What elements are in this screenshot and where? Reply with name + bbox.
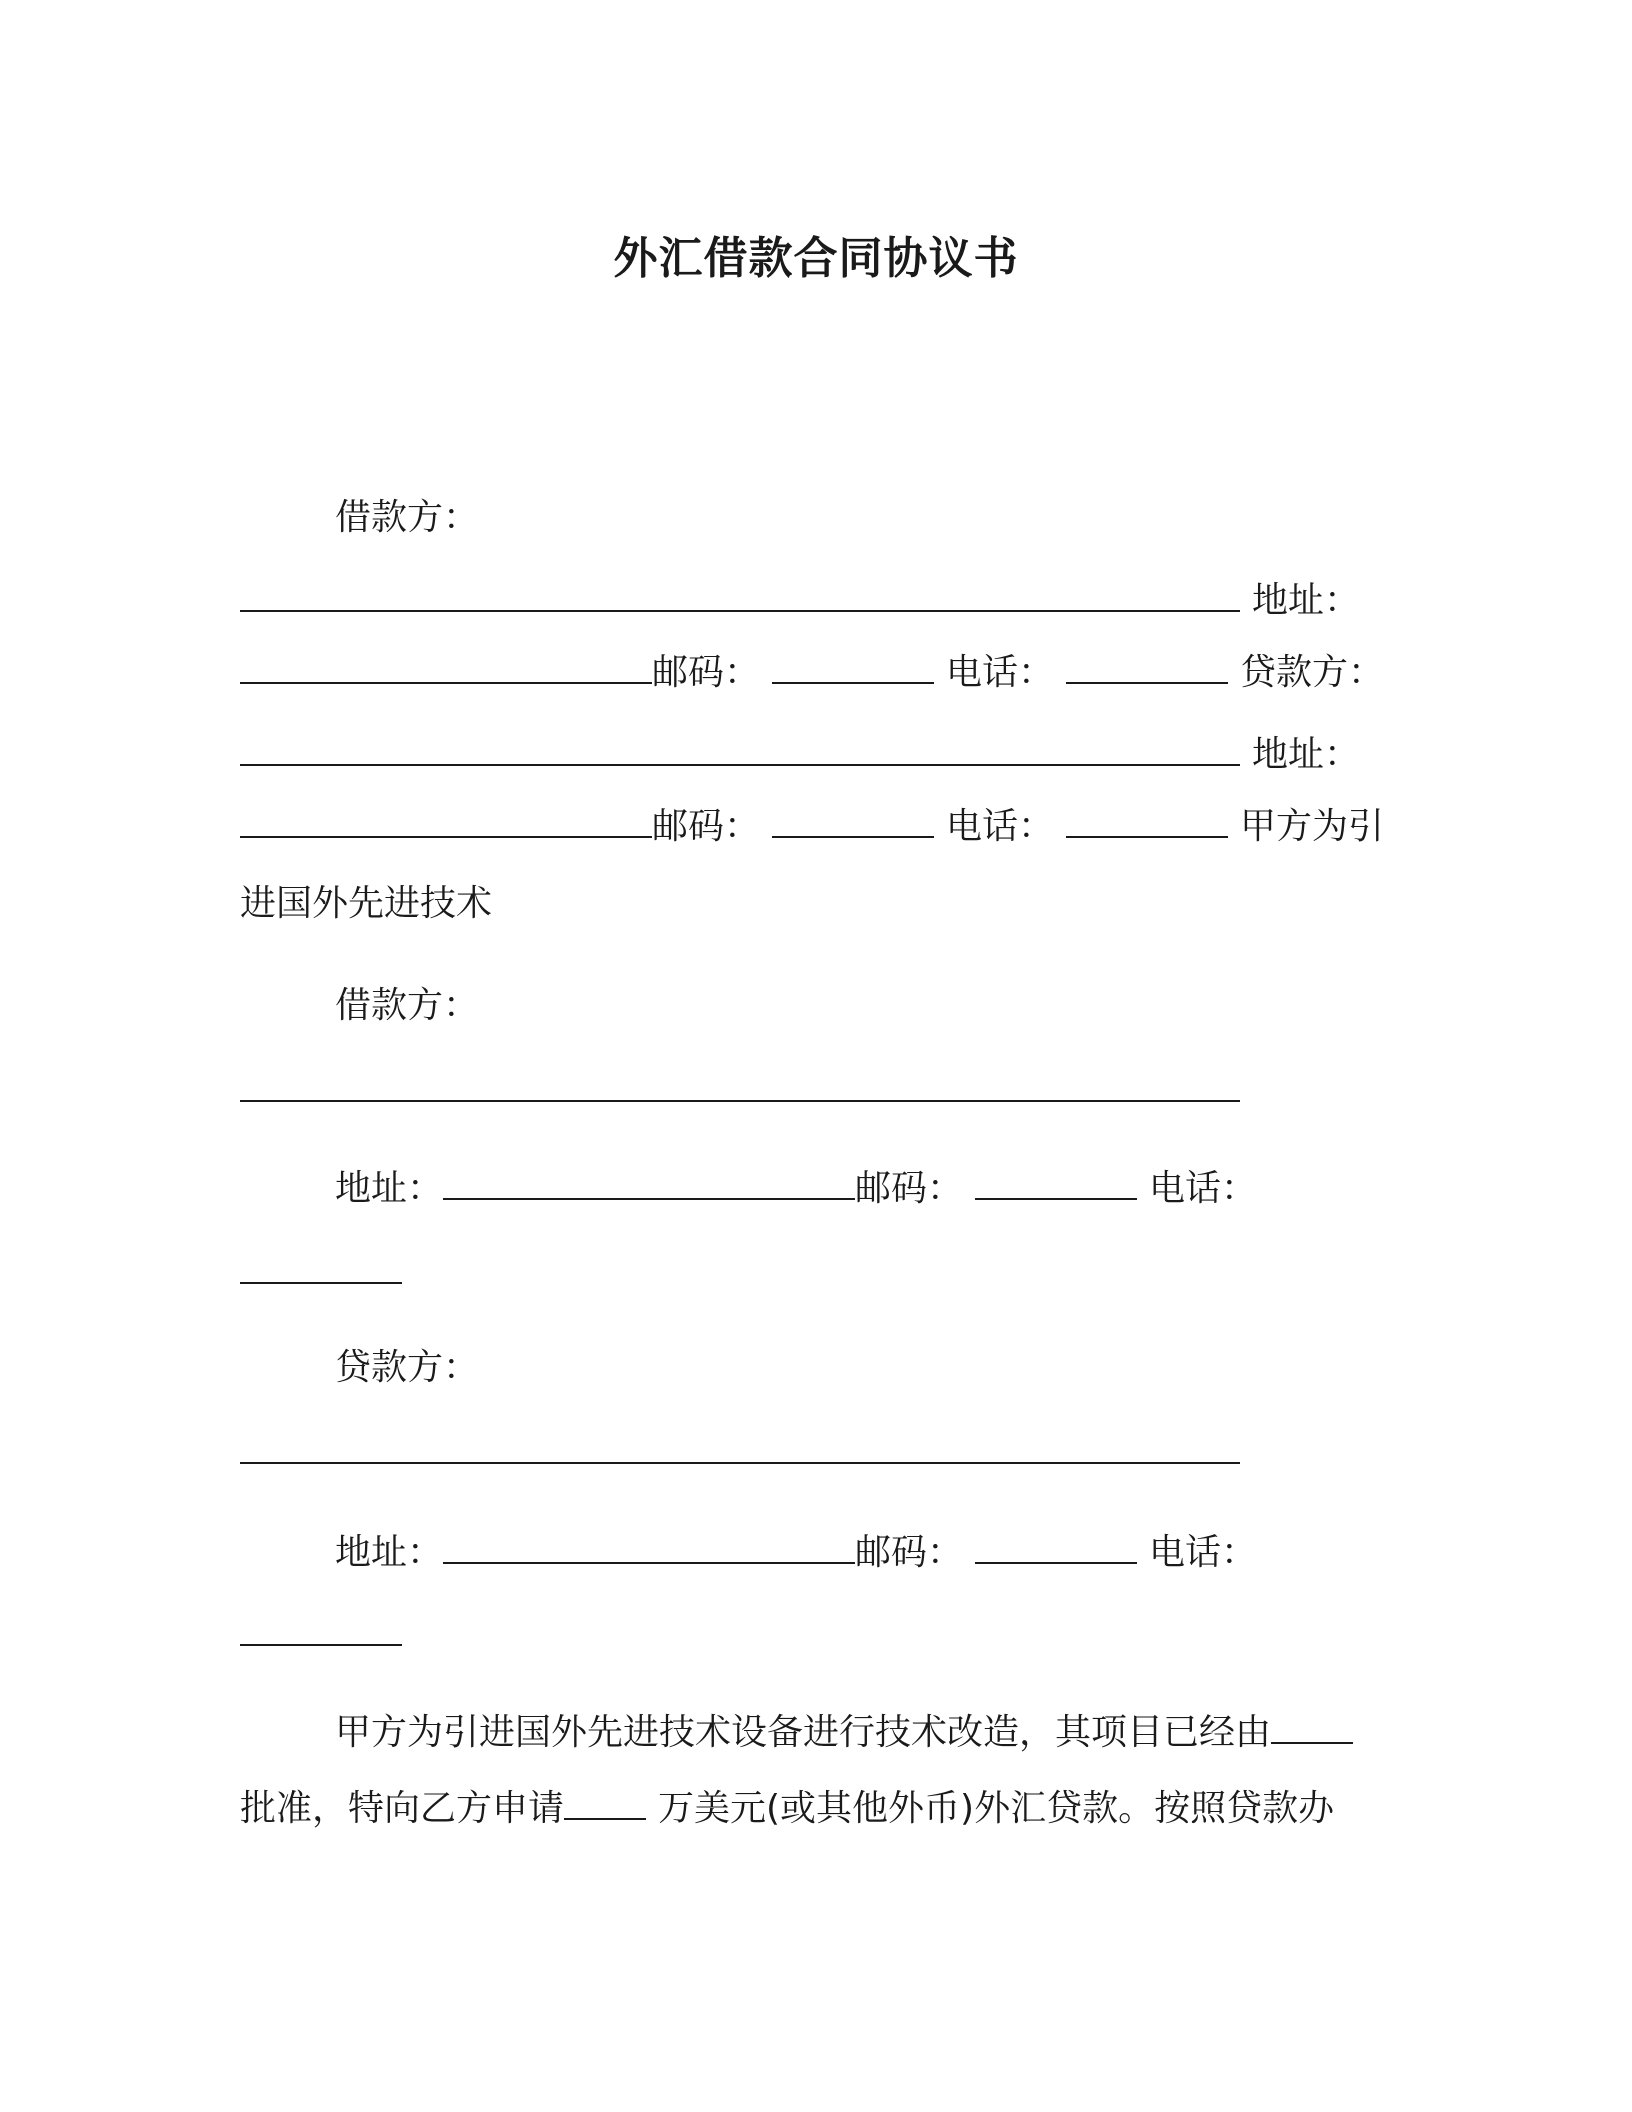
lender-name-blank[interactable] xyxy=(240,1430,1240,1464)
postcode-blank[interactable] xyxy=(975,1530,1137,1564)
body-text: 万美元(或其他外币)外汇贷款。按照贷款办 xyxy=(658,1788,1335,1829)
loan-amount-blank[interactable] xyxy=(564,1786,646,1820)
phone-label: 电话： xyxy=(946,652,1055,693)
body-paragraph-line-2 xyxy=(240,1786,1334,1831)
lender-contact-line-2 xyxy=(335,1530,1257,1575)
lender-name-line xyxy=(240,732,1360,777)
phone-blank[interactable] xyxy=(1066,650,1228,684)
postcode-blank[interactable] xyxy=(975,1166,1137,1200)
body-text: 甲方为引进国外先进技术设备进行技术改造，其项目已经由 xyxy=(335,1712,1272,1753)
postcode-label: 邮码： xyxy=(652,652,761,693)
borrower-label: 借款方： xyxy=(335,497,480,538)
address-blank[interactable] xyxy=(443,1166,855,1200)
lender-label-line-2 xyxy=(335,1346,479,1390)
borrower-name-blank[interactable] xyxy=(240,578,1240,612)
lender-label: 贷款方： xyxy=(335,1347,480,1388)
address-label: 地址： xyxy=(335,1168,444,1209)
borrower-label-line xyxy=(335,496,479,540)
postcode-label: 邮码： xyxy=(855,1532,964,1573)
lender-name-blank[interactable] xyxy=(240,732,1240,766)
lender-phone-line-2 xyxy=(240,1612,402,1657)
borrower-contact-line-2 xyxy=(335,1166,1257,1211)
body-text: 批准，特向乙方申请 xyxy=(240,1788,565,1829)
borrower-name-line-2 xyxy=(240,1068,1240,1113)
lender-label: 贷款方： xyxy=(1240,652,1385,693)
postcode-label: 邮码： xyxy=(855,1168,964,1209)
postcode-blank[interactable] xyxy=(772,650,934,684)
address-label: 地址： xyxy=(1252,734,1361,775)
borrower-contact-line xyxy=(240,650,1384,695)
paragraph-fragment-line xyxy=(240,882,492,926)
postcode-label: 邮码： xyxy=(652,806,761,847)
address-blank[interactable] xyxy=(240,650,652,684)
postcode-blank[interactable] xyxy=(772,804,934,838)
document-title: 外汇借款合同协议书 xyxy=(613,233,1019,284)
lender-contact-line xyxy=(240,804,1384,849)
phone-blank[interactable] xyxy=(1066,804,1228,838)
phone-label: 电话： xyxy=(1149,1168,1258,1209)
borrower-name-line xyxy=(240,578,1360,623)
address-label: 地址： xyxy=(335,1532,444,1573)
phone-label: 电话： xyxy=(946,806,1055,847)
address-label: 地址： xyxy=(1252,580,1361,621)
phone-blank[interactable] xyxy=(240,1612,402,1646)
lender-name-line-2 xyxy=(240,1430,1240,1475)
borrower-phone-line-2 xyxy=(240,1250,402,1295)
address-blank[interactable] xyxy=(240,804,652,838)
paragraph-fragment: 甲方为引 xyxy=(1240,806,1385,847)
address-blank[interactable] xyxy=(443,1530,855,1564)
borrower-name-blank[interactable] xyxy=(240,1068,1240,1102)
body-paragraph-line-1 xyxy=(335,1710,1353,1755)
borrower-label-line-2 xyxy=(335,984,479,1028)
approval-authority-blank[interactable] xyxy=(1271,1710,1353,1744)
phone-label: 电话： xyxy=(1149,1532,1258,1573)
paragraph-fragment: 进国外先进技术 xyxy=(240,883,493,924)
phone-blank[interactable] xyxy=(240,1250,402,1284)
borrower-label: 借款方： xyxy=(335,985,480,1026)
